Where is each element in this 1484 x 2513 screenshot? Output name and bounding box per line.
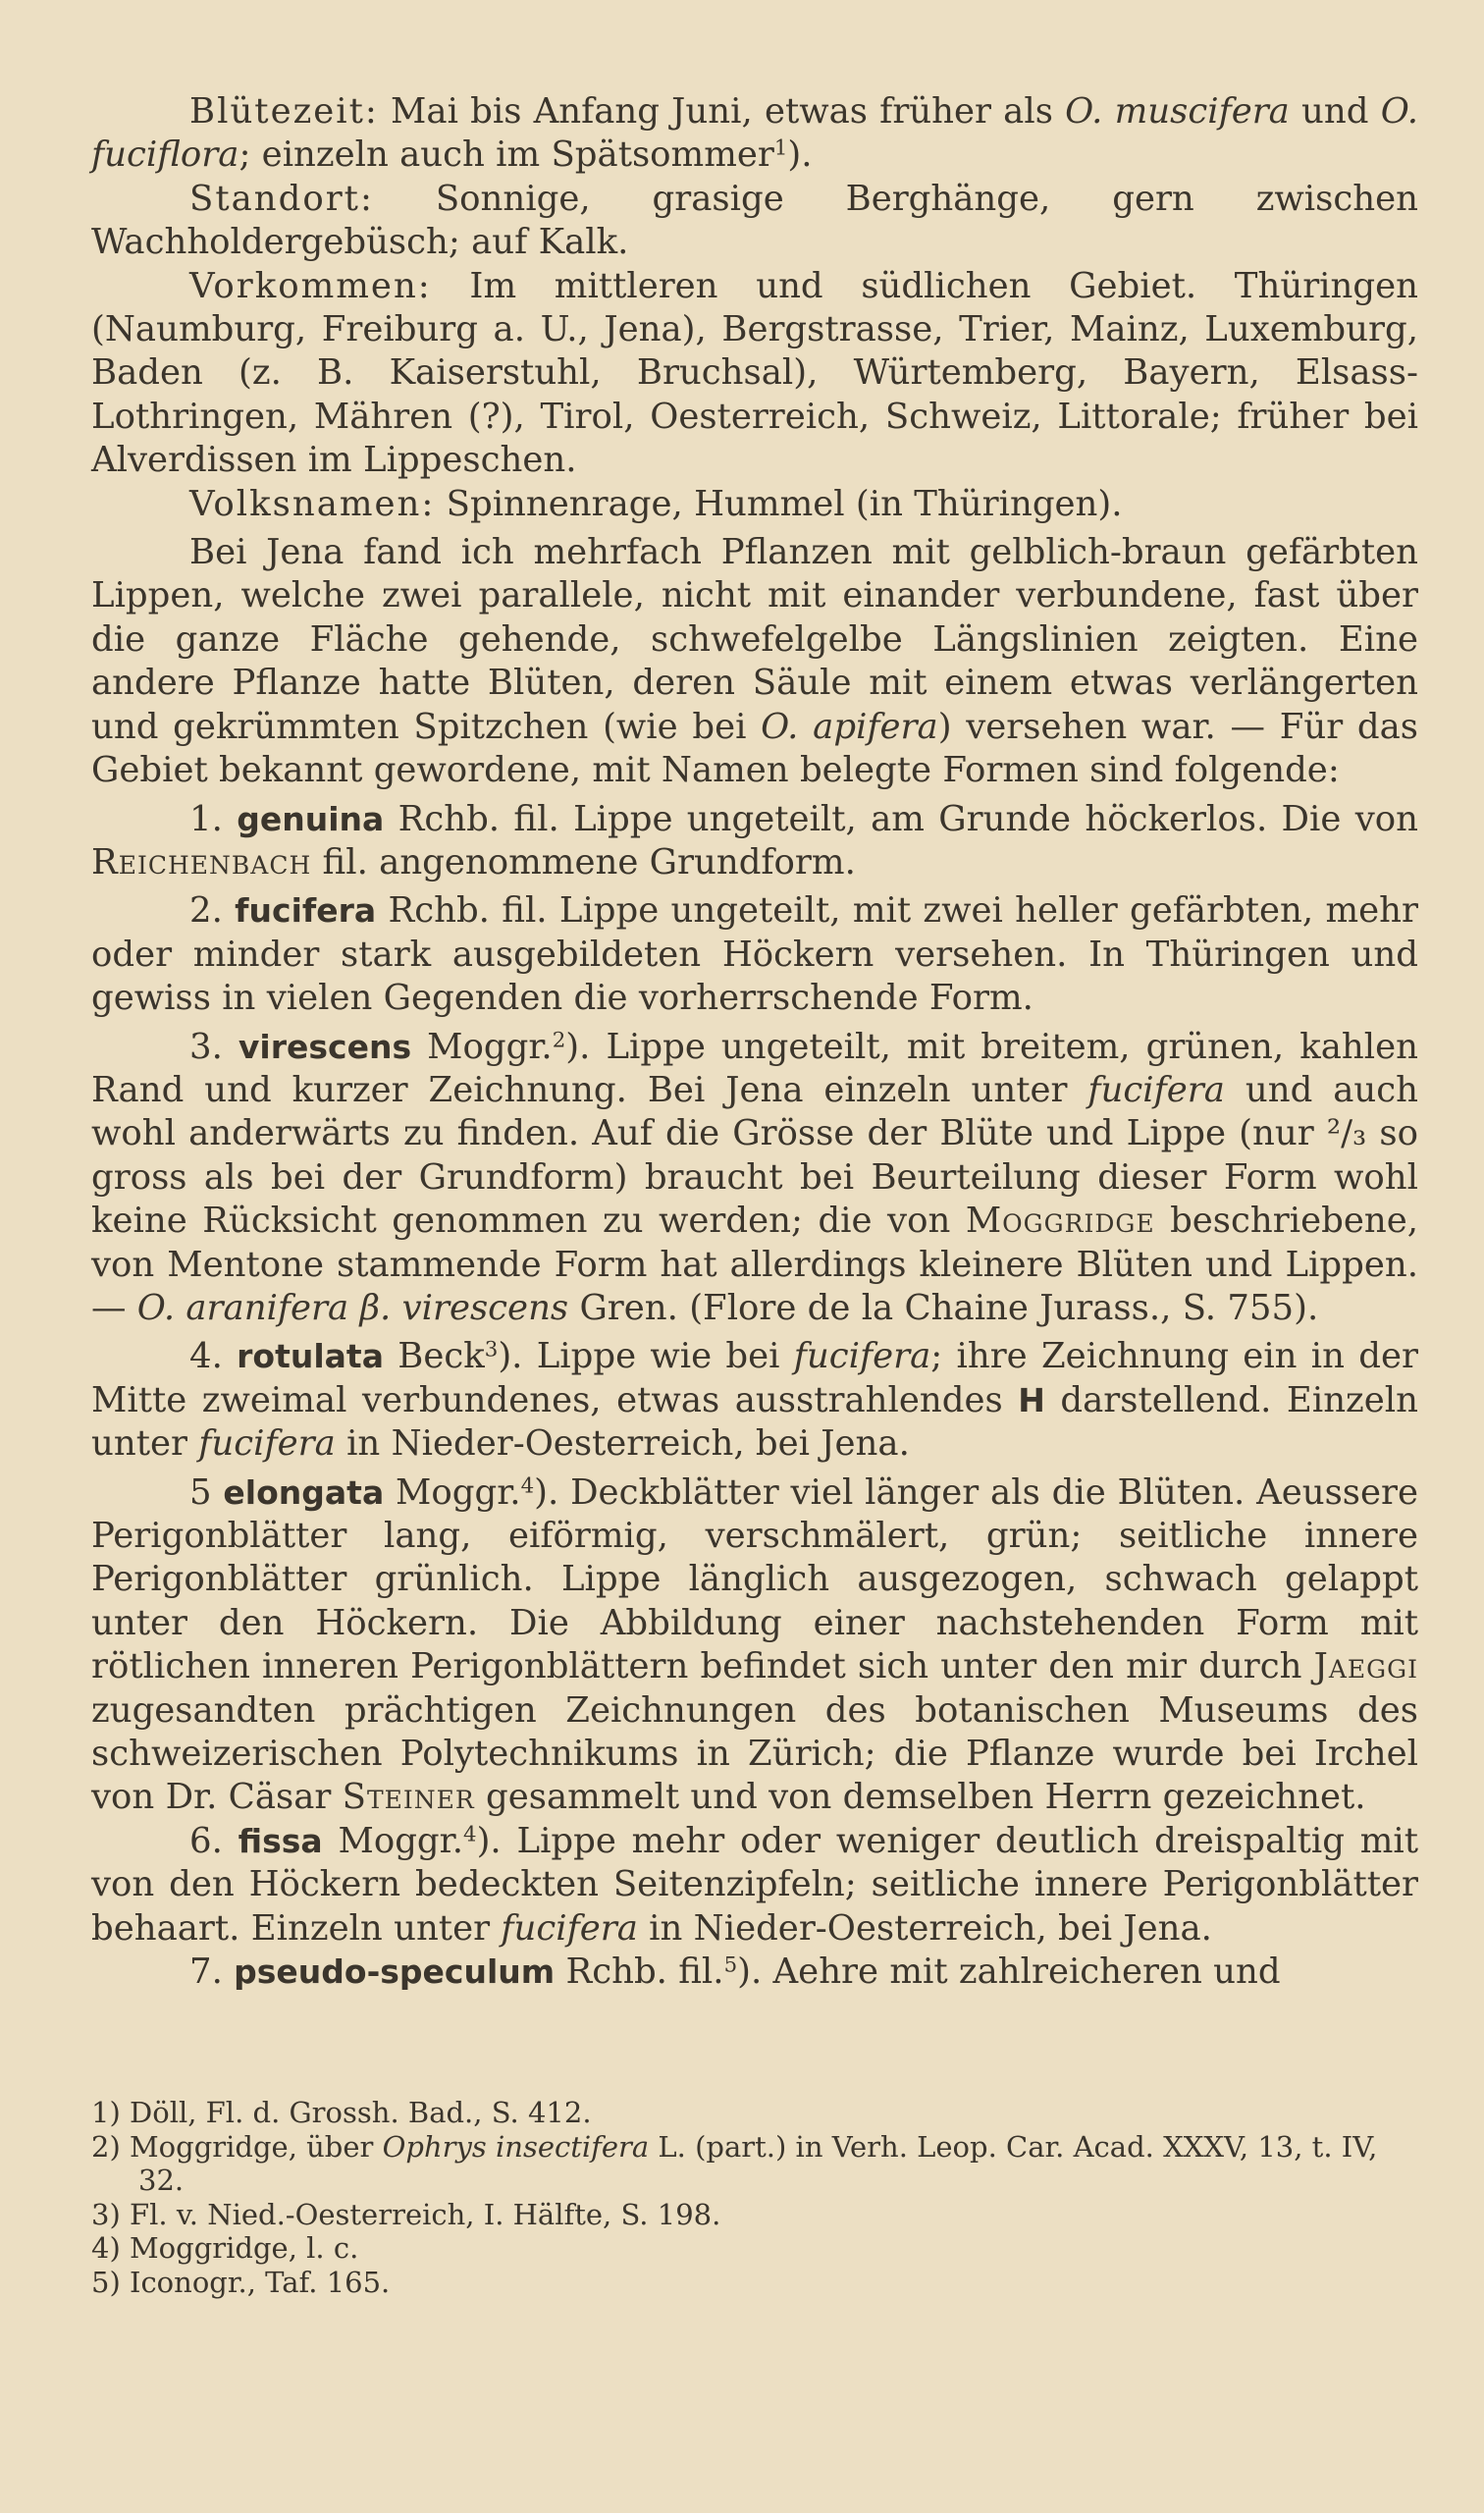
- text-run: Reichenbach: [91, 841, 312, 882]
- text-run: fucifera: [198, 1423, 336, 1465]
- text-run: genuina: [237, 799, 385, 838]
- text-run: virescens: [238, 1027, 412, 1066]
- text-run: O. apifera: [761, 706, 938, 747]
- footnote-ref: 2: [552, 1027, 566, 1052]
- paragraph-1: [91, 90, 1418, 178]
- text-run: und: [1289, 91, 1381, 132]
- text-run: in Nieder-Oesterreich, bei Jena.: [637, 1907, 1212, 1949]
- paragraph-6: [91, 798, 1418, 885]
- footnote-5: [91, 2266, 1418, 2300]
- text-run: 6.: [189, 1820, 238, 1861]
- text-run: Steiner: [342, 1777, 475, 1818]
- footnote-ref: 4: [463, 1822, 477, 1847]
- paragraph-9: [91, 1335, 1418, 1466]
- text-run: gesammelt und von demselben Herrn gezeichnet.: [474, 1777, 1366, 1818]
- footnote-ref: 1: [773, 135, 788, 161]
- text-run: L. (part.) in Verh. Leop. Car. Acad. XXXV, 13, t. IV, 32.: [138, 2129, 1378, 2197]
- text-run: ).: [787, 134, 813, 176]
- footnote-4: [91, 2231, 1418, 2266]
- text-run: elongata: [223, 1472, 385, 1512]
- text-run: Vorkommen:: [189, 265, 432, 306]
- text-run: H: [1018, 1380, 1045, 1419]
- text-run: beschriebene, von Mentone stammende Form hat allerdings kleinere Blüten und Lippen. —: [91, 1201, 1418, 1328]
- text-run: O. muscifera: [1065, 91, 1290, 132]
- text-run: darstellend. Einzeln unter: [91, 1379, 1418, 1465]
- footnotes: [91, 2096, 1418, 2299]
- footnote-ref: 4: [520, 1472, 535, 1498]
- text-run: O. fuciflora: [91, 91, 1418, 176]
- text-run: Rchb. fil.: [555, 1952, 724, 1993]
- text-run: 3.: [189, 1026, 238, 1067]
- text-run: fucifera: [235, 891, 377, 931]
- text-run: fucifera: [793, 1336, 931, 1377]
- paragraph-5: [91, 531, 1418, 792]
- text-run: ). Lippe ungeteilt, mit breitem, grünen, kahlen Rand und kurzer Zeichnung. Bei Jena einzeln unter: [91, 1026, 1418, 1110]
- text-run: Jaeggi: [1313, 1646, 1418, 1687]
- text-run: 1.: [189, 798, 238, 839]
- text-run: Im mittleren und südlichen Gebiet. Thüringen (Naumburg, Freiburg a. U., Jena), Bergstrasse, Trier, Mainz, Luxemburg, Baden (z. B. Kaiserstuhl, Bruchsal), Würtemberg, Bayern, Elsass-Lothringen, Mähren (?), Tirol, Oesterreich, Schweiz, Littorale; früher bei Alverdissen im Lippeschen.: [91, 265, 1418, 481]
- text-run: 4) Moggridge, l. c.: [91, 2231, 359, 2265]
- paragraph-4: [91, 483, 1418, 526]
- footnote-ref: 3: [484, 1337, 499, 1363]
- paragraph-11: [91, 1820, 1418, 1951]
- text-run: Rchb. fil. Lippe ungeteilt, am Grunde höckerlos. Die von: [384, 798, 1418, 839]
- text-run: ). Deckblätter viel länger als die Blüten. Aeussere Perigonblätter lang, eiförmig, verschmälert, grün; seitliche innere Perigonblätter grünlich. Lippe länglich ausgezogen, schwach gelappt unter den Höckern. Die Abbildung einer nachstehenden Form mit rötlichen inneren Perigonblättern befindet sich unter den mir durch: [91, 1471, 1419, 1687]
- footnote-1: [91, 2096, 1418, 2130]
- text-run: 2.: [189, 890, 236, 932]
- text-run: 4.: [189, 1336, 238, 1377]
- text-run: Ophrys insectifera: [382, 2129, 650, 2164]
- text-run: Volksnamen:: [189, 483, 436, 524]
- text-run: zugesandten prächtigen Zeichnungen des botanischen Museums des schweizerischen Polytechnikums in Zürich; die Pflanze wurde bei Irchel von Dr. Cäsar: [91, 1689, 1418, 1818]
- text-run: ). Aehre mit zahlreicheren und: [737, 1952, 1281, 1993]
- text-run: Moggridge: [965, 1201, 1155, 1242]
- text-run: Sonnige, grasige Berghänge, gern zwischen Wachholdergebüsch; auf Kalk.: [91, 178, 1418, 263]
- footnote-2: [91, 2130, 1418, 2198]
- text-run: Blütezeit:: [189, 91, 379, 132]
- text-run: fil. angenommene Grundform.: [311, 841, 856, 882]
- text-run: Spinnenrage, Hummel (in Thüringen).: [435, 483, 1123, 524]
- text-run: ). Lippe wie bei: [498, 1336, 794, 1377]
- text-run: Moggr.: [384, 1471, 521, 1513]
- text-run: Bei Jena fand ich mehrfach Pflanzen mit gelblich-braun gefärbten Lippen, welche zwei parallele, nicht mit einander verbundene, fast über die ganze Fläche gehende, schwefelgelbe Längslinien zeigten. Eine andere Pflanze hatte Blüten, deren Säule mit einem etwas verlängerten und gekrümmten Spitzchen (wie bei: [91, 532, 1418, 747]
- footnote-ref: 5: [723, 1952, 738, 1978]
- text-run: Moggr.: [411, 1026, 553, 1067]
- text-run: ; einzeln auch im Spätsommer: [238, 134, 774, 176]
- text-run: pseudo-speculum: [234, 1952, 556, 1992]
- paragraph-2: [91, 178, 1418, 265]
- body-text: [91, 90, 1418, 1994]
- text-run: Rchb. fil. Lippe ungeteilt, mit zwei heller gefärbten, mehr oder minder stark ausgebildeten Höckern versehen. In Thüringen und gewiss in vielen Gegenden die vorherrschende Form.: [91, 890, 1418, 1019]
- text-run: 7.: [189, 1952, 235, 1993]
- text-run: fissa: [238, 1821, 323, 1860]
- text-run: 1) Döll, Fl. d. Grossh. Bad., S. 412.: [91, 2096, 592, 2129]
- text-run: Standort:: [189, 178, 374, 219]
- paragraph-8: [91, 1026, 1418, 1331]
- text-run: und auch wohl anderwärts zu finden. Auf die Grösse der Blüte und Lippe (nur ²/₃ so gross als bei der Grundform) braucht bei Beurteilung dieser Form wohl keine Rücksicht genommen zu werden; die von: [91, 1069, 1418, 1242]
- text-run: ) versehen war. — Für das Gebiet bekannt gewordene, mit Namen belegte Formen sind folgende:: [91, 706, 1418, 791]
- footnote-3: [91, 2198, 1418, 2232]
- text-run: fucifera: [1087, 1069, 1225, 1110]
- paragraph-7: [91, 889, 1418, 1020]
- text-run: Gren. (Flore de la Chaine Jurass., S. 755).: [568, 1287, 1319, 1328]
- text-run: in Nieder-Oesterreich, bei Jena.: [335, 1423, 910, 1465]
- text-run: 5) Iconogr., Taf. 165.: [91, 2265, 391, 2299]
- text-run: 2) Moggridge, über: [91, 2129, 383, 2164]
- text-run: Mai bis Anfang Juni, etwas früher als: [378, 91, 1066, 132]
- text-run: 3) Fl. v. Nied.-Oesterreich, I. Hälfte, S. 198.: [91, 2197, 721, 2231]
- paragraph-3: [91, 265, 1418, 483]
- paragraph-10: [91, 1471, 1418, 1820]
- text-run: O. aranifera β. virescens: [136, 1287, 569, 1328]
- text-run: Moggr.: [322, 1820, 464, 1861]
- text-run: fucifera: [501, 1907, 638, 1949]
- text-run: ). Lippe mehr oder weniger deutlich dreispaltig mit von den Höckern bedeckten Seitenzipfeln; seitliche innere Perigonblätter behaart. Einzeln unter: [91, 1820, 1419, 1949]
- paragraph-12: [91, 1951, 1418, 1994]
- text-run: rotulata: [237, 1337, 384, 1376]
- text-run: Beck: [383, 1336, 485, 1377]
- text-run: ; ihre Zeichnung ein in der Mitte zweimal verbundenes, etwas ausstrahlendes: [91, 1336, 1418, 1420]
- text-run: 5: [189, 1471, 224, 1513]
